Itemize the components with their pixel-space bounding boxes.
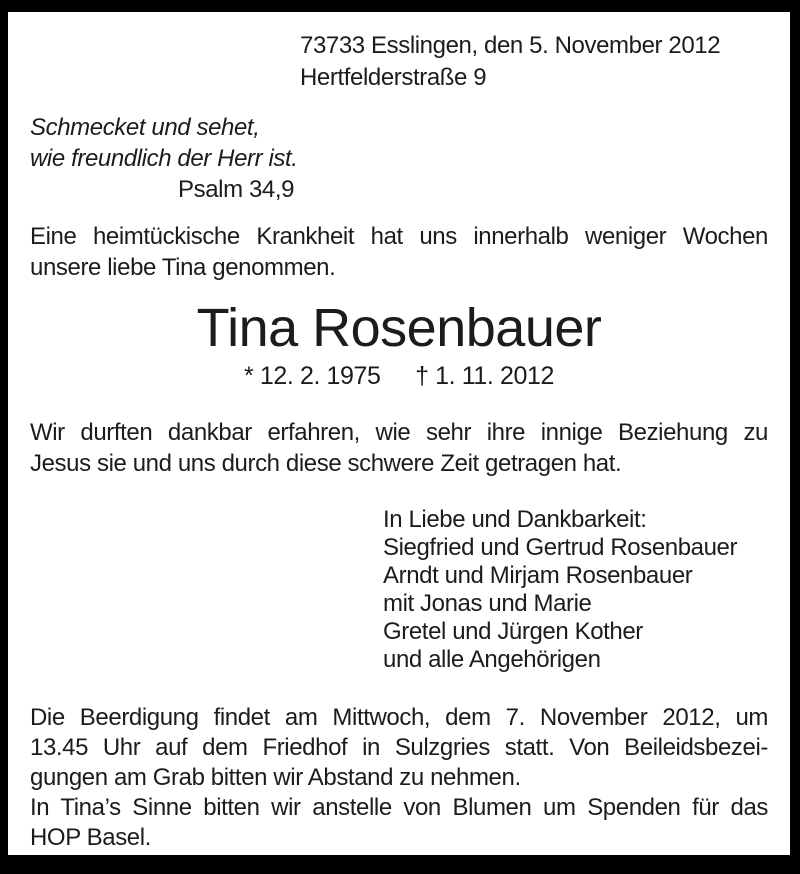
dateline-street: Hertfelderstraße 9 (300, 64, 487, 91)
intro-line: unsere liebe Tina genommen. (30, 254, 336, 281)
tribute-paragraph (30, 417, 768, 479)
birth-date: * 12. 2. 1975 (243, 362, 381, 390)
funeral-line: Die Beerdigung findet am Mittwoch, dem 7. November 2012, um (30, 704, 768, 731)
deceased-name: Tina Rosenbauer (196, 298, 602, 358)
notice-sheet (8, 12, 790, 855)
intro-paragraph (30, 221, 768, 283)
funeral-line: In Tina’s Sinne bitten wir anstelle von Blumen um Spenden für das (30, 794, 768, 821)
scripture-quote-line: Schmecket und sehet, (30, 114, 260, 141)
funeral-line: 13.45 Uhr auf dem Friedhof in Sulzgries statt. Von Beileidsbezei- (30, 734, 768, 761)
mourner-name: Arndt und Mirjam Rosenbauer (383, 562, 693, 589)
tribute-line: Wir durften dankbar erfahren, wie sehr ihre innige Beziehung zu (30, 419, 768, 446)
mourner-name: mit Jonas und Marie (383, 590, 592, 617)
death-date: † 1. 11. 2012 (415, 362, 555, 390)
scripture-reference: Psalm 34,9 (178, 176, 295, 203)
life-dates (30, 361, 768, 391)
mourner-name: Siegfried und Gertrud Rosenbauer (383, 534, 738, 561)
funeral-paragraph (30, 703, 768, 853)
mourners-heading: In Liebe und Dankbarkeit: (383, 506, 647, 533)
scripture-quote-line: wie freundlich der Herr ist. (30, 145, 298, 172)
tribute-line: Jesus sie und uns durch diese schwere Zeit getragen hat. (30, 450, 622, 477)
mourner-name: und alle Angehörigen (383, 646, 601, 673)
dateline-block (300, 30, 768, 94)
dateline-place-date: 73733 Esslingen, den 5. November 2012 (300, 32, 721, 59)
scripture-block (30, 112, 768, 205)
mourners-block (383, 506, 768, 674)
intro-line: Eine heimtückische Krankheit hat uns innerhalb weniger Wochen (30, 223, 768, 250)
mourner-name: Gretel und Jürgen Kother (383, 618, 643, 645)
funeral-line: gungen am Grab bitten wir Abstand zu nehmen. (30, 764, 521, 791)
funeral-line: HOP Basel. (30, 824, 151, 851)
